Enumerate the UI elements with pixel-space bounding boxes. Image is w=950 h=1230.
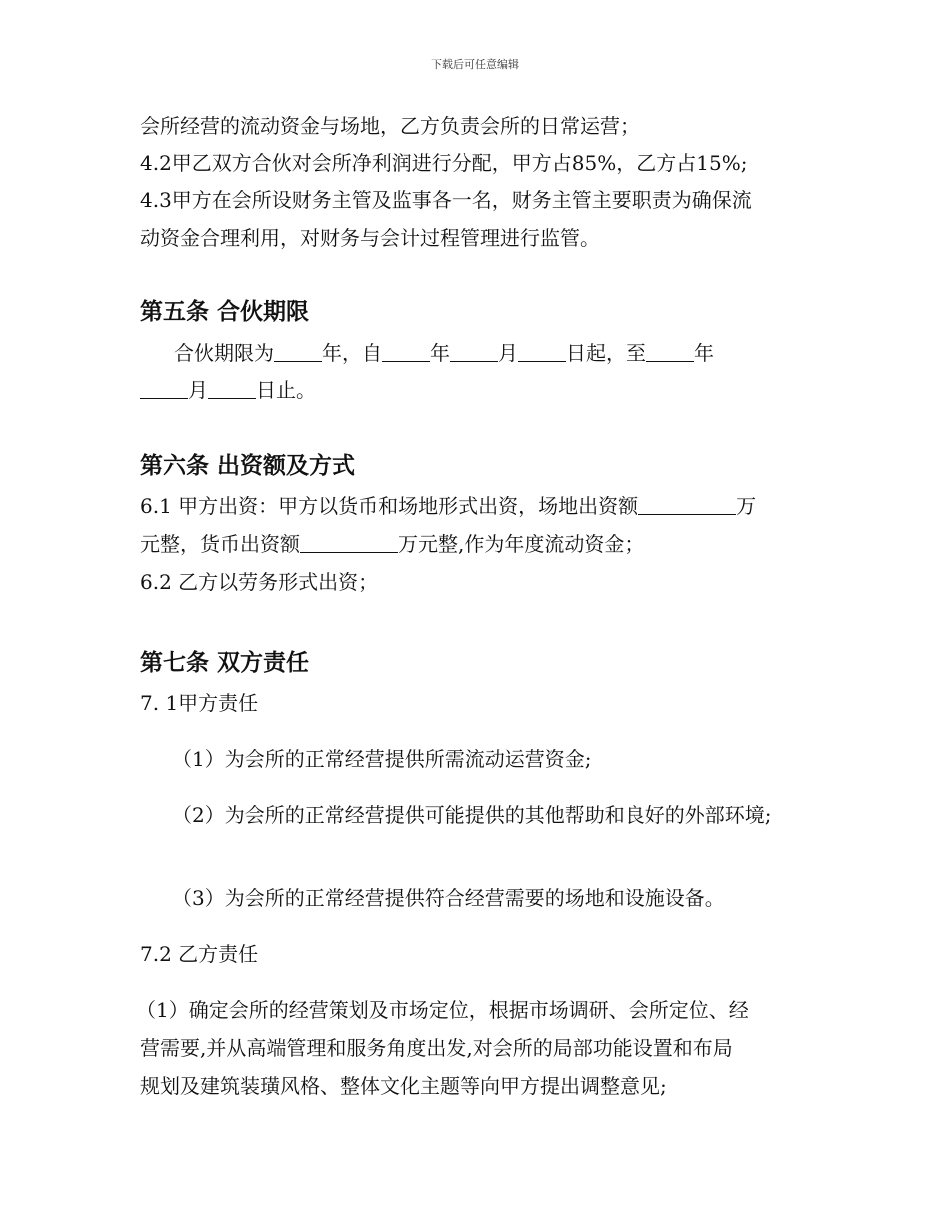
working-capital-text: 万元整,作为年度流动资金； [398,532,645,556]
year-from-label: 年，自 [322,341,382,365]
start-day-blank [518,343,566,362]
section5-line1 [174,343,714,363]
section4-line3: 4.3甲方在会所设财务主管及监事各一名，财务主管主要职责为确保流 [140,188,752,212]
currency-amount-blank [300,534,398,553]
section4-line4: 动资金合理利用，对财务与会计过程管理进行监管。 [140,226,600,250]
party-b-item1-line1: （1）确定会所的经营策划及市场定位，根据市场调研、会所定位、经 [136,998,749,1022]
section4-line1: 会所经营的流动资金与场地，乙方负责会所的日常运营； [140,114,640,138]
party-a-responsibility-heading: 7. 1甲方责任 [140,691,259,715]
year-label: 年 [430,341,450,365]
end-day-label: 日止。 [256,378,316,402]
party-b-item1-line3: 规划及建筑装璜风格、整体文化主题等向甲方提出调整意见; [140,1074,667,1098]
start-year-blank [382,343,430,362]
day-to-label: 日起，至 [566,341,646,365]
term-label: 合伙期限为 [174,341,274,365]
end-year-label: 年 [694,341,714,365]
section6-line2 [140,534,644,554]
party-a-contribution-text: 6.1 甲方出资：甲方以货币和场地形式出资，场地出资额 [140,494,639,518]
month-label: 月 [498,341,518,365]
section5-line2 [140,380,316,400]
section6-title: 第六条 出资额及方式 [140,453,356,479]
end-year-blank [646,343,694,362]
party-b-responsibility-heading: 7.2 乙方责任 [140,942,259,966]
start-month-blank [450,343,498,362]
ten-thousand-label: 万 [736,494,757,518]
party-a-item1: （1）为会所的正常经营提供所需流动运营资金; [172,747,592,771]
party-a-item3: （3）为会所的正常经营提供符合经营需要的场地和设施设备。 [172,886,725,910]
site-amount-blank [638,496,736,515]
currency-amount-label: 元整，货币出资额 [140,532,300,556]
party-b-item1-line2: 营需要,并从高端管理和服务角度出发,对会所的局部功能设置和布局 [140,1036,733,1060]
section6-line3: 6.2 乙方以劳务形式出资； [140,570,379,594]
party-a-item2: （2）为会所的正常经营提供可能提供的其他帮助和良好的外部环境; [172,803,772,827]
section4-line2: 4.2甲乙双方合伙对会所净利润进行分配，甲方占85%，乙方占15%; [140,151,748,175]
section6-line1 [140,496,756,516]
page-header: 下载后可任意编辑 [431,58,519,71]
section5-title: 第五条 合伙期限 [140,299,310,325]
end-month-blank [140,380,188,399]
end-month-label: 月 [188,378,208,402]
term-years-blank [274,343,322,362]
section7-title: 第七条 双方责任 [140,650,310,676]
end-day-blank [208,380,256,399]
